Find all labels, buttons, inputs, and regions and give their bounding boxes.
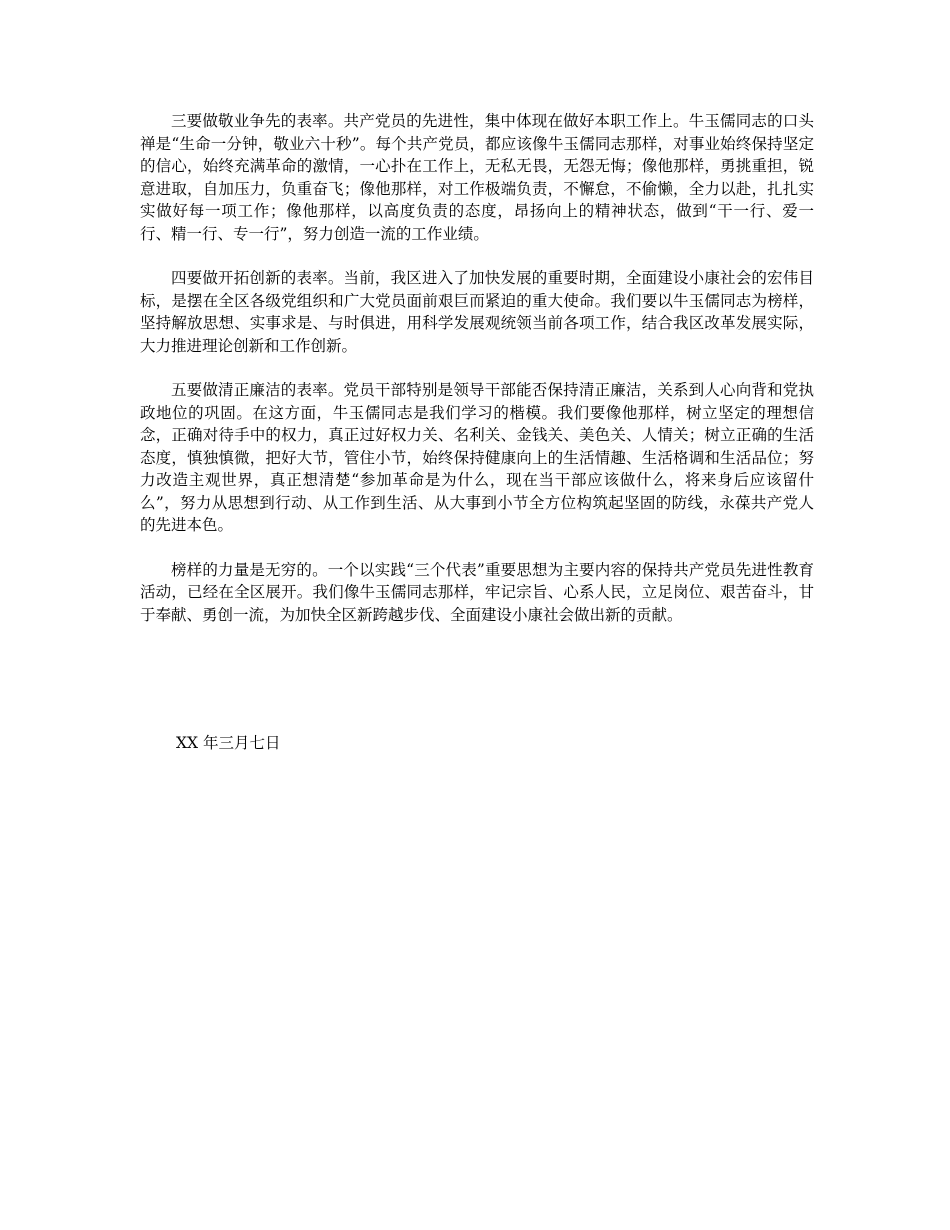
document-date: XX 年三月七日 xyxy=(176,734,281,752)
paragraph-innovation: 四要做开拓创新的表率。当前，我区进入了加快发展的重要时期，全面建设小康社会的宏伟目标，是摆在全区各级党组织和广大党员面前艰巨而紧迫的重大使命。我们要以牛玉儒同志为榜样，坚持解放思想、实事求是、与时俱进，用科学发展观统领当前各项工作，结合我区改革发展实际，大力推进理论创新和工作创新。 xyxy=(140,269,814,355)
paragraph-dedication: 三要做敬业争先的表率。共产党员的先进性，集中体现在做好本职工作上。牛玉儒同志的口头禅是“生命一分钟，敬业六十秒”。每个共产党员，都应该像牛玉儒同志那样，对事业始终保持坚定的信心，始终充满革命的激情，一心扑在工作上，无私无畏，无怨无悔；像他那样，勇挑重担，锐意进取，自加压力，负重奋飞；像他那样，对工作极端负责，不懈怠，不偷懒，全力以赴，扎扎实实做好每一项工作；像他那样，以高度负责的态度，昂扬向上的精神状态，做到“干一行、爱一行、精一行、专一行”，努力创造一流的工作业绩。 xyxy=(140,112,814,243)
document-body xyxy=(140,110,814,648)
paragraph-integrity: 五要做清正廉洁的表率。党员干部特别是领导干部能否保持清正廉洁，关系到人心向背和党执政地位的巩固。在这方面，牛玉儒同志是我们学习的楷模。我们要像他那样，树立坚定的理想信念，正确对待手中的权力，真正过好权力关、名利关、金钱关、美色关、人情关；树立正确的生活态度，慎独慎微，把好大节，管住小节，始终保持健康向上的生活情趣、生活格调和生活品位；努力改造主观世界，真正想清楚“参加革命是为什么，现在当干部应该做什么，将来身后应该留什么”，努力从思想到行动、从工作到生活、从大事到小节全方位构筑起坚固的防线，永葆共产党人的先进本色。 xyxy=(140,381,814,534)
paragraph-conclusion: 榜样的力量是无穷的。一个以实践“三个代表”重要思想为主要内容的保持共产党员先进性教育活动，已经在全区展开。我们像牛玉儒同志那样，牢记宗旨、心系人民，立足岗位、艰苦奋斗，甘于奉献、勇创一流，为加快全区新跨越步伐、全面建设小康社会做出新的贡献。 xyxy=(140,560,814,624)
